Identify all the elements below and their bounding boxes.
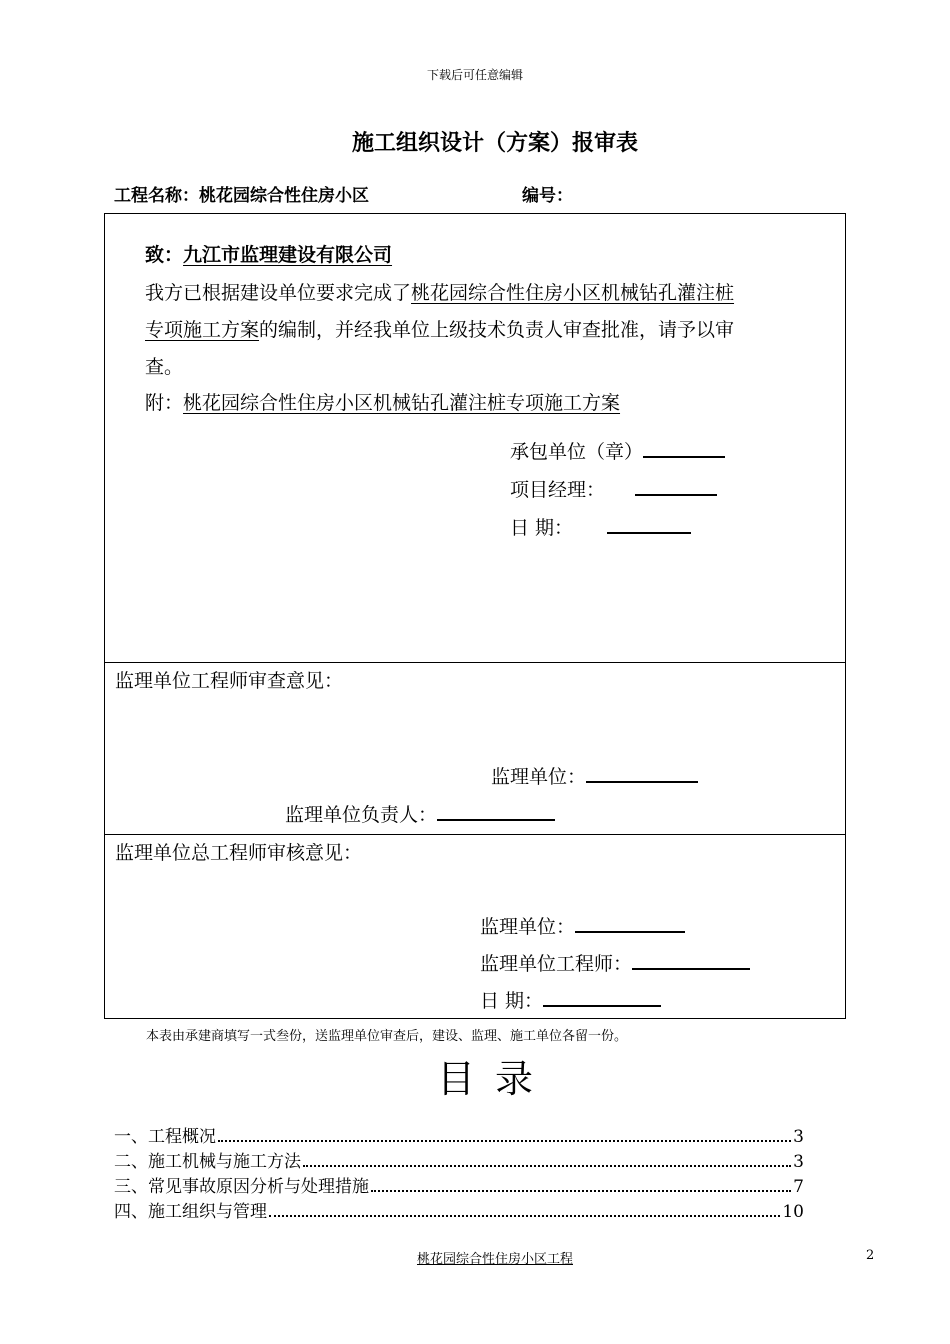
body-line-1 — [145, 278, 734, 305]
attach-plan: 桃花园综合性住房小区机械钻孔灌注桩专项施工方案 — [183, 392, 621, 414]
manager-label: 项目经理： — [510, 479, 606, 501]
toc-leader — [371, 1190, 791, 1192]
toc-item[interactable] — [114, 1197, 804, 1221]
chief-opinion-label: 监理单位总工程师审核意见： — [115, 842, 363, 864]
toc-item-label: 一、工程概况 — [114, 1127, 216, 1147]
date-label: 日 期： — [510, 517, 574, 539]
chief-date-blank[interactable] — [543, 988, 661, 1007]
chief-engineer-row — [480, 949, 750, 976]
body-line-2 — [145, 315, 734, 342]
form-title: 施工组织设计（方案）报审表 — [351, 130, 638, 156]
toc-item-label: 四、施工组织与管理 — [114, 1202, 267, 1222]
form-footnote: 本表由承建商填写一式叁份，送监理单位审查后，建设、监理、施工单位各留一份。 — [146, 1029, 628, 1044]
chief-unit-blank[interactable] — [575, 914, 685, 933]
supervisor-unit-row — [491, 762, 698, 789]
footer-text: 桃花园综合性住房小区工程 — [416, 1252, 573, 1267]
supervisor-opinion-label: 监理单位工程师审查意见： — [115, 670, 344, 692]
toc-leader — [269, 1215, 780, 1217]
chief-date-row — [480, 986, 661, 1013]
plan-name-part2: 专项施工方案 — [145, 319, 260, 341]
toc-item[interactable] — [114, 1122, 804, 1146]
to-label: 致： — [145, 244, 184, 266]
plan-name-part1: 桃花园综合性住房小区机械钻孔灌注桩 — [411, 282, 735, 304]
date-row — [510, 513, 691, 540]
supervisor-head-blank[interactable] — [437, 802, 555, 821]
toc-item-page: 3 — [793, 1127, 804, 1147]
body-line-3: 查。 — [145, 356, 184, 378]
chief-engineer-blank[interactable] — [632, 951, 750, 970]
body-suffix: 的编制，并经我单位上级技术负责人审查批准，请予以审 — [259, 319, 735, 341]
manager-blank[interactable] — [635, 477, 717, 496]
toc-item-page: 7 — [793, 1177, 804, 1197]
approval-form-table — [104, 213, 846, 1019]
body-prefix: 我方已根据建设单位要求完成了 — [145, 282, 412, 304]
toc-item-page: 3 — [793, 1152, 804, 1172]
attachment-line — [145, 388, 620, 415]
toc-leader — [218, 1140, 791, 1142]
chief-engineer-label: 监理单位工程师： — [480, 953, 633, 975]
toc-item-page: 10 — [782, 1202, 804, 1222]
attach-label: 附： — [145, 392, 184, 414]
download-note: 下载后可任意编辑 — [426, 68, 523, 82]
section-divider-1 — [105, 662, 845, 663]
supervisor-unit-label: 监理单位： — [491, 766, 587, 788]
number-label: 编号： — [522, 186, 573, 206]
toc-leader — [303, 1165, 791, 1167]
date-blank[interactable] — [607, 515, 691, 534]
to-company: 九江市监理建设有限公司 — [183, 244, 393, 266]
page-footer — [0, 1248, 950, 1267]
chief-unit-label: 监理单位： — [480, 916, 576, 938]
toc-item-label: 二、施工机械与施工方法 — [114, 1152, 301, 1172]
toc-item-label: 三、常见事故原因分析与处理措施 — [114, 1177, 369, 1197]
chief-date-label: 日 期： — [480, 990, 544, 1012]
page-number: 2 — [866, 1248, 875, 1263]
contractor-label: 承包单位（章） — [510, 441, 644, 463]
project-name-label: 工程名称：桃花园综合性住房小区 — [114, 186, 369, 206]
toc-item[interactable] — [114, 1172, 804, 1196]
contractor-blank[interactable] — [643, 439, 725, 458]
supervisor-unit-blank[interactable] — [586, 764, 698, 783]
manager-row — [510, 475, 717, 502]
supervisor-head-label: 监理单位负责人： — [285, 804, 438, 826]
section-divider-2 — [105, 834, 845, 835]
supervisor-head-row — [285, 800, 555, 827]
toc-title: 目录 — [436, 1057, 553, 1101]
toc-item[interactable] — [114, 1147, 804, 1171]
to-line — [145, 240, 396, 267]
contractor-row — [510, 437, 725, 464]
chief-unit-row — [480, 912, 685, 939]
